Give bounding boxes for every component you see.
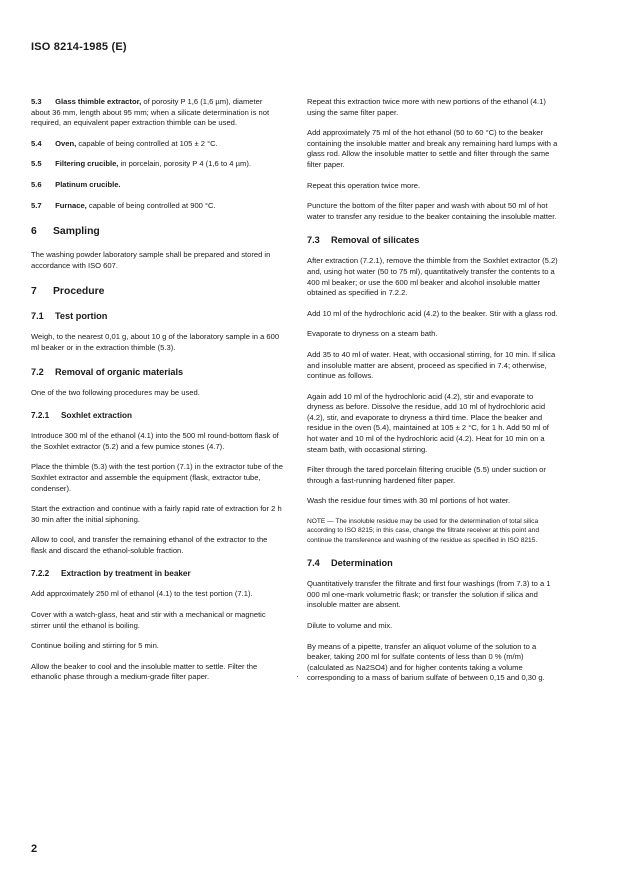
- subsubsection-heading-beaker: [31, 568, 283, 579]
- removal-organic-text: One of the two following procedures may be used.: [31, 387, 200, 397]
- subsection-heading-determination: [307, 557, 559, 569]
- subsection-number: 7.2: [31, 366, 44, 377]
- margin-mark-dot: ·: [296, 671, 299, 681]
- subsection-title: Removal of silicates: [331, 235, 420, 246]
- clause-number: 5.7: [31, 200, 42, 210]
- page-number: 2: [31, 843, 38, 855]
- silicates-note: NOTE — The insoluble residue may be used for the determination of total silica according to ISO 8215; in this case, change the filtrate receiver at this point and continue the transference and washing of the residue as specified in ISO 8215.: [307, 518, 540, 544]
- subsection-number: 7.3: [307, 235, 320, 246]
- subsection-heading-removal-silicates: [307, 234, 559, 246]
- clause-title: Furnace,: [55, 200, 87, 210]
- beaker-paragraph-1: Add approximately 250 ml of ethanol (4.1) to the test portion (7.1).: [31, 589, 253, 599]
- extraction-paragraph-4: Puncture the bottom of the filter paper and wash with about 50 ml of hot water to transfer any residue to the beaker containing the insoluble matter.: [307, 201, 557, 221]
- test-portion-text: Weigh, to the nearest 0,01 g, about 10 g of the laboratory sample in a 600 ml beaker or in the extraction thimble (5.3).: [31, 332, 280, 352]
- silicates-paragraph-5: Again add 10 ml of the hydrochloric acid (4.2), stir and evaporate to dryness as before. Dissolve the residue, add 10 ml of hydrochloric acid (4.2), stir, and evaporate to dryness a third time. Place the beaker and residue in the oven (5.4), maintained at 105 ± 2 °C, for 1 h. Add 50 ml of hot water and 10 ml of the hydrochloric acid (4.2). Heat for 10 min on a steam bath, with occasional stirring.: [307, 391, 549, 454]
- silicates-paragraph-6: Filter through the tared porcelain filtering crucible (5.5) under suction or through a fast-running hardened filter paper.: [307, 465, 546, 485]
- subsubsection-title: Soxhlet extraction: [61, 411, 132, 421]
- clause-text: of porosity P 1,6 (1,6 µm), diameter about 36 mm, length about 95 mm; when a silicate determination is not required, an equivalent paper extraction thimble can be used.: [31, 97, 270, 128]
- subsection-title: Determination: [331, 558, 393, 569]
- subsection-heading-test-portion: [31, 310, 283, 322]
- section-title: Sampling: [53, 226, 100, 238]
- clause-number: 5.6: [31, 179, 42, 189]
- clause-number: 5.3: [31, 97, 42, 106]
- silicates-paragraph-7: Wash the residue four times with 30 ml portions of hot water.: [307, 496, 511, 506]
- clause-title: Glass thimble extractor,: [55, 97, 142, 106]
- clause-5-6: [31, 180, 283, 191]
- section-title: Procedure: [53, 286, 105, 298]
- section-heading-procedure: [31, 285, 283, 298]
- subsection-number: 7.4: [307, 558, 320, 569]
- section-heading-sampling: [31, 225, 283, 238]
- silicates-paragraph-4: Add 35 to 40 ml of water. Heat, with occasional stirring, for 10 min. If silica and insoluble matter are absent, proceed as specified in 7.4; otherwise, continue as follows.: [307, 349, 556, 381]
- clause-5-3: [31, 97, 283, 129]
- clause-title: Filtering crucible,: [55, 159, 119, 169]
- clause-title: Oven,: [55, 138, 77, 148]
- silicates-paragraph-1: After extraction (7.2.1), remove the thimble from the Soxhlet extractor (5.2) and, using hot water (50 to 75 ml), quantitatively transfer the contents to a 400 ml beaker; or use the 600 ml beaker and alcohol insoluble matter obtained as specified in 7.2.2.: [307, 256, 558, 298]
- clause-number: 5.4: [31, 138, 42, 148]
- beaker-paragraph-3: Continue boiling and stirring for 5 min.: [31, 641, 159, 651]
- extraction-paragraph-1: Repeat this extraction twice more with new portions of the ethanol (4.1) using the same filter paper.: [307, 97, 546, 117]
- subsubsection-heading-soxhlet: [31, 410, 283, 421]
- soxhlet-paragraph-3: Start the extraction and continue with a fairly rapid rate of extraction for 2 h 30 min after the initial siphoning.: [31, 504, 282, 524]
- clause-5-4: [31, 139, 283, 150]
- clause-title: Platinum crucible.: [55, 179, 121, 189]
- determination-paragraph-1: Quantitatively transfer the filtrate and first four washings (from 7.3) to a 1 000 ml one-mark volumetric flask; or transfer the solution if silica and insoluble matter are absent.: [307, 579, 551, 610]
- section-number: 7: [31, 286, 37, 298]
- clause-5-7: [31, 201, 283, 212]
- subsubsection-title: Extraction by treatment in beaker: [61, 569, 191, 579]
- beaker-paragraph-4: Allow the beaker to cool and the insoluble matter to settle. Filter the ethanolic phase through a medium-grade filter paper.: [31, 661, 258, 682]
- extraction-paragraph-3: Repeat this operation twice more.: [307, 180, 421, 190]
- beaker-paragraph-2: Cover with a watch-glass, heat and stir with a mechanical or magnetic stirrer until the ethanol is boiling.: [31, 610, 266, 630]
- subsubsection-number: 7.2.2: [31, 569, 50, 579]
- determination-paragraph-2: Dilute to volume and mix.: [307, 621, 393, 631]
- clause-text: capable of being controlled at 900 °C.: [88, 200, 216, 210]
- soxhlet-paragraph-2: Place the thimble (5.3) with the test portion (7.1) in the extractor tube of the Soxhlet extractor and assemble the equipment (flask, extractor tube, condenser).: [31, 462, 283, 493]
- silicates-paragraph-3: Evaporate to dryness on a steam bath.: [307, 329, 438, 339]
- soxhlet-paragraph-4: Allow to cool, and transfer the remaining ethanol of the extractor to the flask and discard the ethanol-soluble fraction.: [31, 535, 268, 555]
- left-column: [31, 97, 283, 693]
- clause-number: 5.5: [31, 159, 42, 169]
- subsection-title: Test portion: [55, 311, 108, 322]
- determination-paragraph-3: By means of a pipette, transfer an aliquot volume of the solution to a beaker, taking 200 ml for sulfate contents of less than 0 % (m/m) (calculated as Na2SO4) and for higher contents taking a volume corresponding to a mass of barium sulfate of between 0,15 and 0,30 g.: [307, 641, 545, 683]
- right-column: [307, 97, 559, 694]
- silicates-paragraph-2: Add 10 ml of the hydrochloric acid (4.2) to the beaker. Stir with a glass rod.: [307, 308, 558, 318]
- subsection-heading-removal-organic: [31, 366, 283, 378]
- sampling-text: The washing powder laboratory sample shall be prepared and stored in accordance with ISO 607.: [31, 250, 271, 270]
- soxhlet-paragraph-1: Introduce 300 ml of the ethanol (4.1) into the 500 ml round-bottom flask of the Soxhlet extractor (5.2) and a few pumice stones (4.7).: [31, 431, 279, 451]
- extraction-paragraph-2: Add approximately 75 ml of the hot ethanol (50 to 60 °C) to the beaker containing the insoluble matter and break any remaining hard lumps with a glass rod. Allow the insoluble matter to settle and filter through the same filter paper.: [307, 128, 558, 169]
- clause-text: capable of being controlled at 105 ± 2 °C.: [78, 138, 218, 148]
- document-header: ISO 8214-1985 (E): [31, 41, 127, 53]
- clause-text: in porcelain, porosity P 4 (1,6 to 4 µm).: [120, 159, 251, 169]
- subsection-number: 7.1: [31, 311, 44, 322]
- clause-5-5: [31, 159, 283, 170]
- section-number: 6: [31, 226, 37, 238]
- subsection-title: Removal of organic materials: [55, 366, 184, 377]
- subsubsection-number: 7.2.1: [31, 411, 50, 421]
